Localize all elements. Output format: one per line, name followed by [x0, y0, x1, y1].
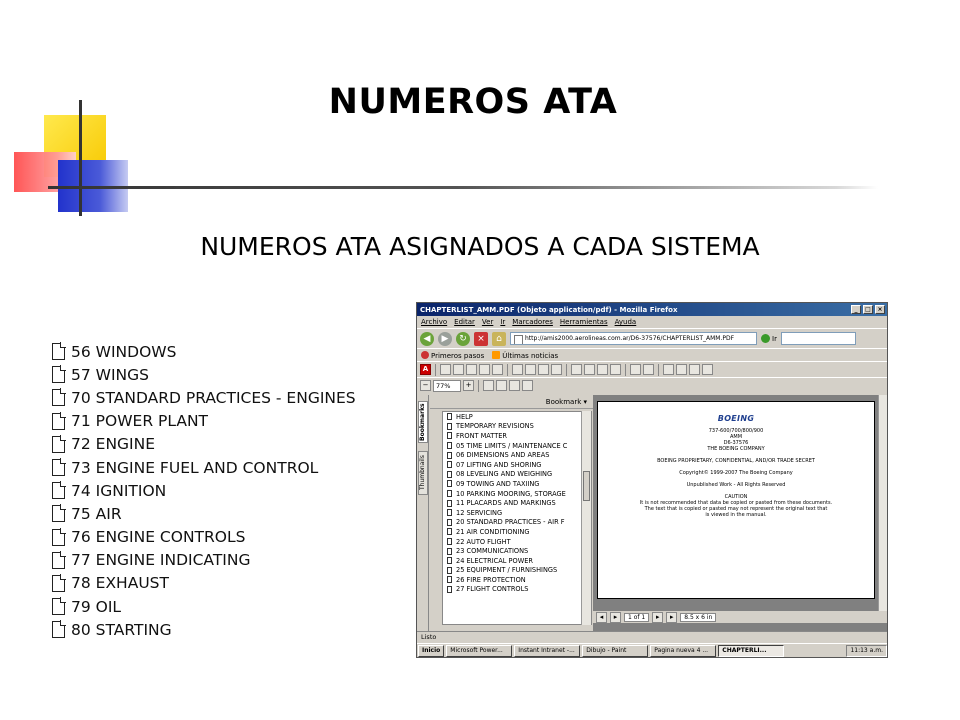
bookmark-item[interactable] — [443, 585, 591, 595]
firefox-icon — [421, 351, 429, 359]
undo-icon[interactable] — [492, 364, 503, 375]
nav-icon[interactable]: ▸ — [666, 612, 677, 623]
actual-size-icon[interactable] — [483, 380, 494, 391]
side-tabs — [417, 395, 429, 631]
page-icon — [447, 413, 452, 420]
toolbar-separator — [507, 364, 508, 376]
zoom-field[interactable]: 77% — [433, 380, 461, 392]
taskbar-item[interactable]: Pagina nueva 4 ... — [650, 645, 716, 657]
page-icon — [447, 500, 452, 507]
bookmark-panel — [442, 411, 592, 625]
menu-archivo[interactable]: Archivo — [421, 318, 448, 326]
title-underline — [48, 186, 878, 189]
bookmark-item[interactable] — [443, 431, 591, 441]
list-item-label: 70 STANDARD PRACTICES - ENGINES — [71, 388, 356, 407]
bookmark-item-label: 08 LEVELING AND WEIGHING — [456, 470, 553, 479]
list-item — [52, 618, 392, 641]
pdf-viewer — [593, 395, 887, 631]
text-icon[interactable] — [551, 364, 562, 375]
rss-icon — [492, 351, 500, 359]
bookmark-item-label: 23 COMMUNICATIONS — [456, 547, 529, 556]
toolbar-separator — [625, 364, 626, 376]
bookmark-item-label: HELP — [456, 412, 473, 421]
pdf-doc-number: D6-37576 — [723, 440, 749, 446]
save-icon[interactable] — [440, 364, 451, 375]
bookmark-label: Primeros pasos — [431, 351, 485, 360]
email-icon[interactable] — [466, 364, 477, 375]
bookmark-item[interactable] — [443, 546, 591, 556]
list-item-label: 73 ENGINE FUEL AND CONTROL — [71, 458, 319, 477]
nav-icon[interactable]: ◂ — [596, 612, 607, 623]
document-icon — [52, 505, 65, 522]
toolbar-separator — [658, 364, 659, 376]
hand-tool-icon[interactable] — [663, 364, 674, 375]
bookmark-item[interactable] — [443, 479, 591, 489]
page-icon — [447, 509, 452, 516]
bookmark-item-label: 12 SERVICING — [456, 508, 503, 517]
list-item-label: 77 ENGINE INDICATING — [71, 551, 251, 570]
bookmark-item-label: 11 PLACARDS AND MARKINGS — [456, 499, 556, 508]
nav-icon[interactable]: ▸ — [652, 612, 663, 623]
toolbar-separator — [566, 364, 567, 376]
bookmark-item-label: 20 STANDARD PRACTICES - AIR F — [456, 518, 565, 527]
pdf-page-bar — [593, 611, 887, 623]
page-icon — [447, 576, 452, 583]
bookmark-item[interactable] — [443, 537, 591, 547]
adobe-reader-icon[interactable]: A — [420, 364, 431, 375]
bookmark-ultimas-noticias[interactable] — [492, 351, 558, 360]
taskbar-item[interactable]: Microsoft Power... — [446, 645, 512, 657]
bookmark-item-label: 26 FIRE PROTECTION — [456, 575, 526, 584]
status-bar: Listo — [417, 631, 887, 643]
reload-icon[interactable]: ↻ — [456, 332, 470, 346]
window-title: CHAPTERLIST_AMM.PDF (Objeto application/pdf) - Mozilla Firefox — [420, 305, 678, 314]
pdf-caution-line: It is not recommended that data be copied or pasted from these documents. — [639, 500, 833, 506]
copy-icon[interactable] — [479, 364, 490, 375]
back-view-icon[interactable] — [630, 364, 641, 375]
list-item — [52, 386, 392, 409]
bookmark-item-label: 10 PARKING MOORING, STORAGE — [456, 489, 566, 498]
list-item — [52, 363, 392, 386]
fit-width-icon[interactable] — [509, 380, 520, 391]
list-item — [52, 433, 392, 456]
bookmark-item[interactable] — [443, 527, 591, 537]
page-icon — [447, 586, 452, 593]
list-item-label: 78 EXHAUST — [71, 574, 169, 593]
list-item — [52, 549, 392, 572]
page-icon — [447, 490, 452, 497]
bookmark-primeros-pasos[interactable] — [421, 351, 484, 360]
zoom-tool-icon[interactable] — [676, 364, 687, 375]
document-icon — [52, 343, 65, 360]
clock: 11:13 a.m. — [846, 645, 887, 657]
snapshot-icon[interactable] — [538, 364, 549, 375]
pdf-model: 737-600/700/800/900 — [708, 428, 764, 434]
document-icon — [52, 459, 65, 476]
bookmark-item[interactable] — [443, 422, 591, 432]
bookmark-item-label: 06 DIMENSIONS AND AREAS — [456, 451, 550, 460]
pdf-copyright: Copyright© 1999-2007 The Boeing Company — [679, 470, 793, 476]
bookmark-item[interactable] — [443, 566, 591, 576]
taskbar-item[interactable]: Dibujo - Paint — [582, 645, 648, 657]
document-icon — [52, 621, 65, 638]
taskbar — [417, 643, 887, 658]
forward-arrow-icon[interactable]: ▶ — [438, 332, 452, 346]
bookmark-item-label: FRONT MATTER — [456, 431, 507, 440]
menu-herramientas[interactable]: Herramientas — [559, 318, 608, 326]
menu-marcadores[interactable]: Marcadores — [512, 318, 553, 326]
bookmark-item-label: 07 LIFTING AND SHORING — [456, 460, 542, 469]
toolbar-separator — [478, 380, 479, 392]
bookmark-item[interactable] — [443, 412, 591, 422]
print-icon[interactable] — [453, 364, 464, 375]
list-item — [52, 595, 392, 618]
page-icon — [447, 432, 452, 439]
bookmark-item-label: 05 TIME LIMITS / MAINTENANCE C — [456, 441, 568, 450]
list-item — [52, 456, 392, 479]
document-icon — [52, 389, 65, 406]
tab-thumbnails[interactable]: Thumbnails — [418, 451, 428, 495]
list-item — [52, 479, 392, 502]
page-icon — [447, 461, 452, 468]
list-item — [52, 502, 392, 525]
go-button[interactable] — [761, 334, 777, 343]
fit-icon[interactable] — [702, 364, 713, 375]
bookmark-item[interactable] — [443, 575, 591, 585]
taskbar-item-active[interactable]: CHAPTERLI... — [718, 645, 784, 657]
bookmark-item[interactable] — [443, 518, 591, 528]
bookmark-item[interactable] — [443, 441, 591, 451]
page-icon — [447, 480, 452, 487]
url-field[interactable]: http://amis2000.aerolineas.com.ar/D6-37576/CHAPTERLIST_AMM.PDF — [510, 332, 757, 345]
document-icon — [52, 436, 65, 453]
pdf-unpublished: Unpublished Work - All Rights Reserved — [686, 482, 786, 488]
list-item — [52, 410, 392, 433]
pdf-content-area — [417, 395, 887, 631]
prev-page-icon[interactable] — [584, 364, 595, 375]
document-icon — [52, 575, 65, 592]
page-icon — [447, 567, 452, 574]
browser-window — [416, 302, 888, 658]
pdf-company: THE BOEING COMPANY — [707, 446, 765, 452]
list-item-label: 79 OIL — [71, 597, 122, 616]
forward-view-icon[interactable] — [643, 364, 654, 375]
list-item — [52, 572, 392, 595]
list-item — [52, 526, 392, 549]
bookmark-item[interactable] — [443, 556, 591, 566]
bookmarks-toolbar — [417, 348, 887, 361]
pdf-caution-line: is viewed in the manual. — [705, 512, 767, 518]
list-item-label: 75 AIR — [71, 504, 122, 523]
page-icon — [447, 557, 452, 564]
navigation-toolbar — [417, 328, 887, 348]
list-item-label: 57 WINGS — [71, 365, 149, 384]
find-icon[interactable] — [512, 364, 523, 375]
bookmark-item[interactable] — [443, 450, 591, 460]
scrollbar-thumb[interactable] — [583, 471, 590, 501]
document-icon — [52, 552, 65, 569]
list-item-label: 56 WINDOWS — [71, 342, 177, 361]
pdf-caution-line: The text that is copied or pasted may not represent the original text that — [644, 506, 828, 512]
list-item-label: 71 POWER PLANT — [71, 412, 209, 431]
search-input[interactable] — [781, 332, 856, 345]
go-label: Ir — [772, 334, 777, 343]
page-icon — [447, 519, 452, 526]
page-icon — [447, 471, 452, 478]
next-page-icon[interactable] — [597, 364, 608, 375]
page-size: 8.5 x 6 in — [680, 613, 716, 622]
nav-icon[interactable]: ▸ — [610, 612, 621, 623]
select-icon[interactable] — [525, 364, 536, 375]
maximize-button[interactable]: □ — [863, 305, 873, 314]
bookmark-item-label: 22 AUTO FLIGHT — [456, 537, 511, 546]
rotate-icon[interactable] — [522, 380, 533, 391]
go-icon — [761, 334, 770, 343]
document-icon — [52, 413, 65, 430]
slide-title: NUMEROS ATA — [328, 82, 618, 122]
menu-ayuda[interactable]: Ayuda — [614, 318, 637, 326]
page-icon — [447, 548, 452, 555]
bookmark-item-label: 24 ELECTRICAL POWER — [456, 556, 533, 565]
pdf-toolbar-1 — [417, 361, 887, 377]
pdf-proprietary: BOEING PROPRIETARY, CONFIDENTIAL, AND/OR TRADE SECRET — [657, 458, 815, 464]
document-icon — [52, 482, 65, 499]
menu-editar[interactable]: Editar — [454, 318, 475, 326]
menu-ir[interactable]: Ir — [500, 318, 506, 326]
list-item-label: 74 IGNITION — [71, 481, 167, 500]
bookmark-item-label: 09 TOWING AND TAXIING — [456, 479, 540, 488]
minimize-button[interactable]: _ — [851, 305, 861, 314]
first-page-icon[interactable] — [571, 364, 582, 375]
zoom-in-icon[interactable]: + — [463, 380, 474, 391]
slide-subtitle: NUMEROS ATA ASIGNADOS A CADA SISTEMA — [200, 232, 760, 261]
home-icon[interactable]: ⌂ — [492, 332, 506, 346]
list-item-label: 76 ENGINE CONTROLS — [71, 528, 246, 547]
pdf-scrollbar[interactable] — [878, 395, 887, 611]
page-icon — [447, 452, 452, 459]
tab-bookmarks[interactable]: Bookmarks — [418, 401, 428, 443]
text-tool-icon[interactable] — [689, 364, 700, 375]
bookmark-item-label: 27 FLIGHT CONTROLS — [456, 585, 529, 594]
document-icon — [52, 529, 65, 546]
page-indicator[interactable]: 1 of 1 — [624, 613, 649, 622]
list-item-label: 80 STARTING — [71, 620, 172, 639]
boeing-logo: BOEING — [717, 414, 755, 423]
start-button[interactable]: Inicio — [418, 645, 444, 657]
pdf-doc: AMM — [729, 434, 743, 440]
list-item — [52, 340, 392, 363]
bookmark-item-label: 25 EQUIPMENT / FURNISHINGS — [456, 566, 558, 575]
toolbar-separator — [435, 364, 436, 376]
pdf-caution-title: CAUTION — [724, 494, 748, 500]
bookmark-item[interactable] — [443, 508, 591, 518]
bookmark-item[interactable] — [443, 460, 591, 470]
bookmark-item[interactable] — [443, 470, 591, 480]
window-titlebar — [417, 303, 887, 316]
ata-chapter-list — [52, 340, 392, 641]
bookmark-options-button[interactable]: Bookmark ▾ — [430, 395, 593, 409]
bookmark-scrollbar[interactable] — [581, 411, 591, 625]
back-arrow-icon[interactable]: ◀ — [420, 332, 434, 346]
bookmark-label: Últimas noticias — [502, 351, 559, 360]
zoom-out-icon[interactable]: − — [420, 380, 431, 391]
bookmark-item[interactable] — [443, 489, 591, 499]
page-icon — [447, 538, 452, 545]
stop-icon[interactable]: × — [474, 332, 488, 346]
fit-page-icon[interactable] — [496, 380, 507, 391]
menu-bar — [417, 316, 887, 328]
taskbar-item[interactable]: Instant Intranet -... — [514, 645, 580, 657]
close-button[interactable]: × — [875, 305, 885, 314]
pdf-toolbar-2 — [417, 377, 887, 393]
page-icon — [447, 423, 452, 430]
menu-ver[interactable]: Ver — [481, 318, 494, 326]
document-icon — [52, 366, 65, 383]
document-icon — [52, 598, 65, 615]
bookmark-item[interactable] — [443, 498, 591, 508]
last-page-icon[interactable] — [610, 364, 621, 375]
bookmark-item-label: 21 AIR CONDITIONING — [456, 527, 530, 536]
page-icon — [447, 442, 452, 449]
bookmark-item-label: TEMPORARY REVISIONS — [456, 422, 534, 431]
list-item-label: 72 ENGINE — [71, 435, 156, 454]
pdf-page — [597, 401, 875, 599]
page-icon — [447, 528, 452, 535]
